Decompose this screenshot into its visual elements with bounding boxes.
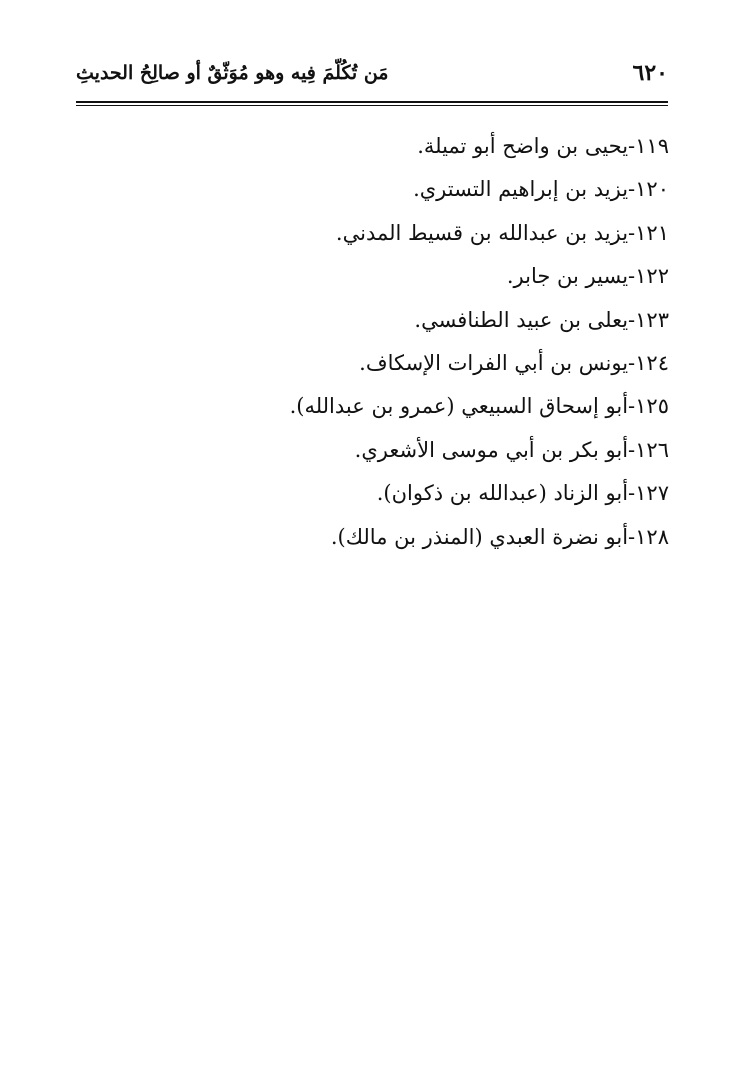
list-item: ١٢٤-يونس بن أبي الفرات الإسكاف. xyxy=(359,350,669,375)
list-item: ١٢٥-أبو إسحاق السبيعي (عمرو بن عبدالله). xyxy=(289,394,669,419)
list-item: ١٢٢-يسير بن جابر. xyxy=(506,264,669,289)
list-item: ١١٩-يحيى بن واضح أبو تميلة. xyxy=(417,134,669,158)
list-item: ١٢٧-أبو الزناد (عبدالله بن ذكوان). xyxy=(376,481,669,506)
list-item: ١٢٠-يزيد بن إبراهيم التستري. xyxy=(413,177,669,202)
list-item: ١٢٨-أبو نضرة العبدي (المنذر بن مالك). xyxy=(330,524,669,549)
page-header xyxy=(76,56,668,96)
header-rule-thick xyxy=(76,101,668,103)
list-item: ١٢١-يزيد بن عبدالله بن قسيط المدني. xyxy=(335,220,669,245)
running-title: مَن تُكُلّمَ فِيه وهو مُوَثّقٌ أو صالِحُ الحديثِ xyxy=(76,62,389,84)
list-item: ١٢٦-أبو بكر بن أبي موسى الأشعري. xyxy=(354,437,669,462)
list-item: ١٢٣-يعلى بن عبيد الطنافسي. xyxy=(414,307,669,332)
page-number: ٦٢٠ xyxy=(632,60,668,86)
narrator-list xyxy=(109,128,669,562)
header-rule-thin xyxy=(76,105,668,106)
